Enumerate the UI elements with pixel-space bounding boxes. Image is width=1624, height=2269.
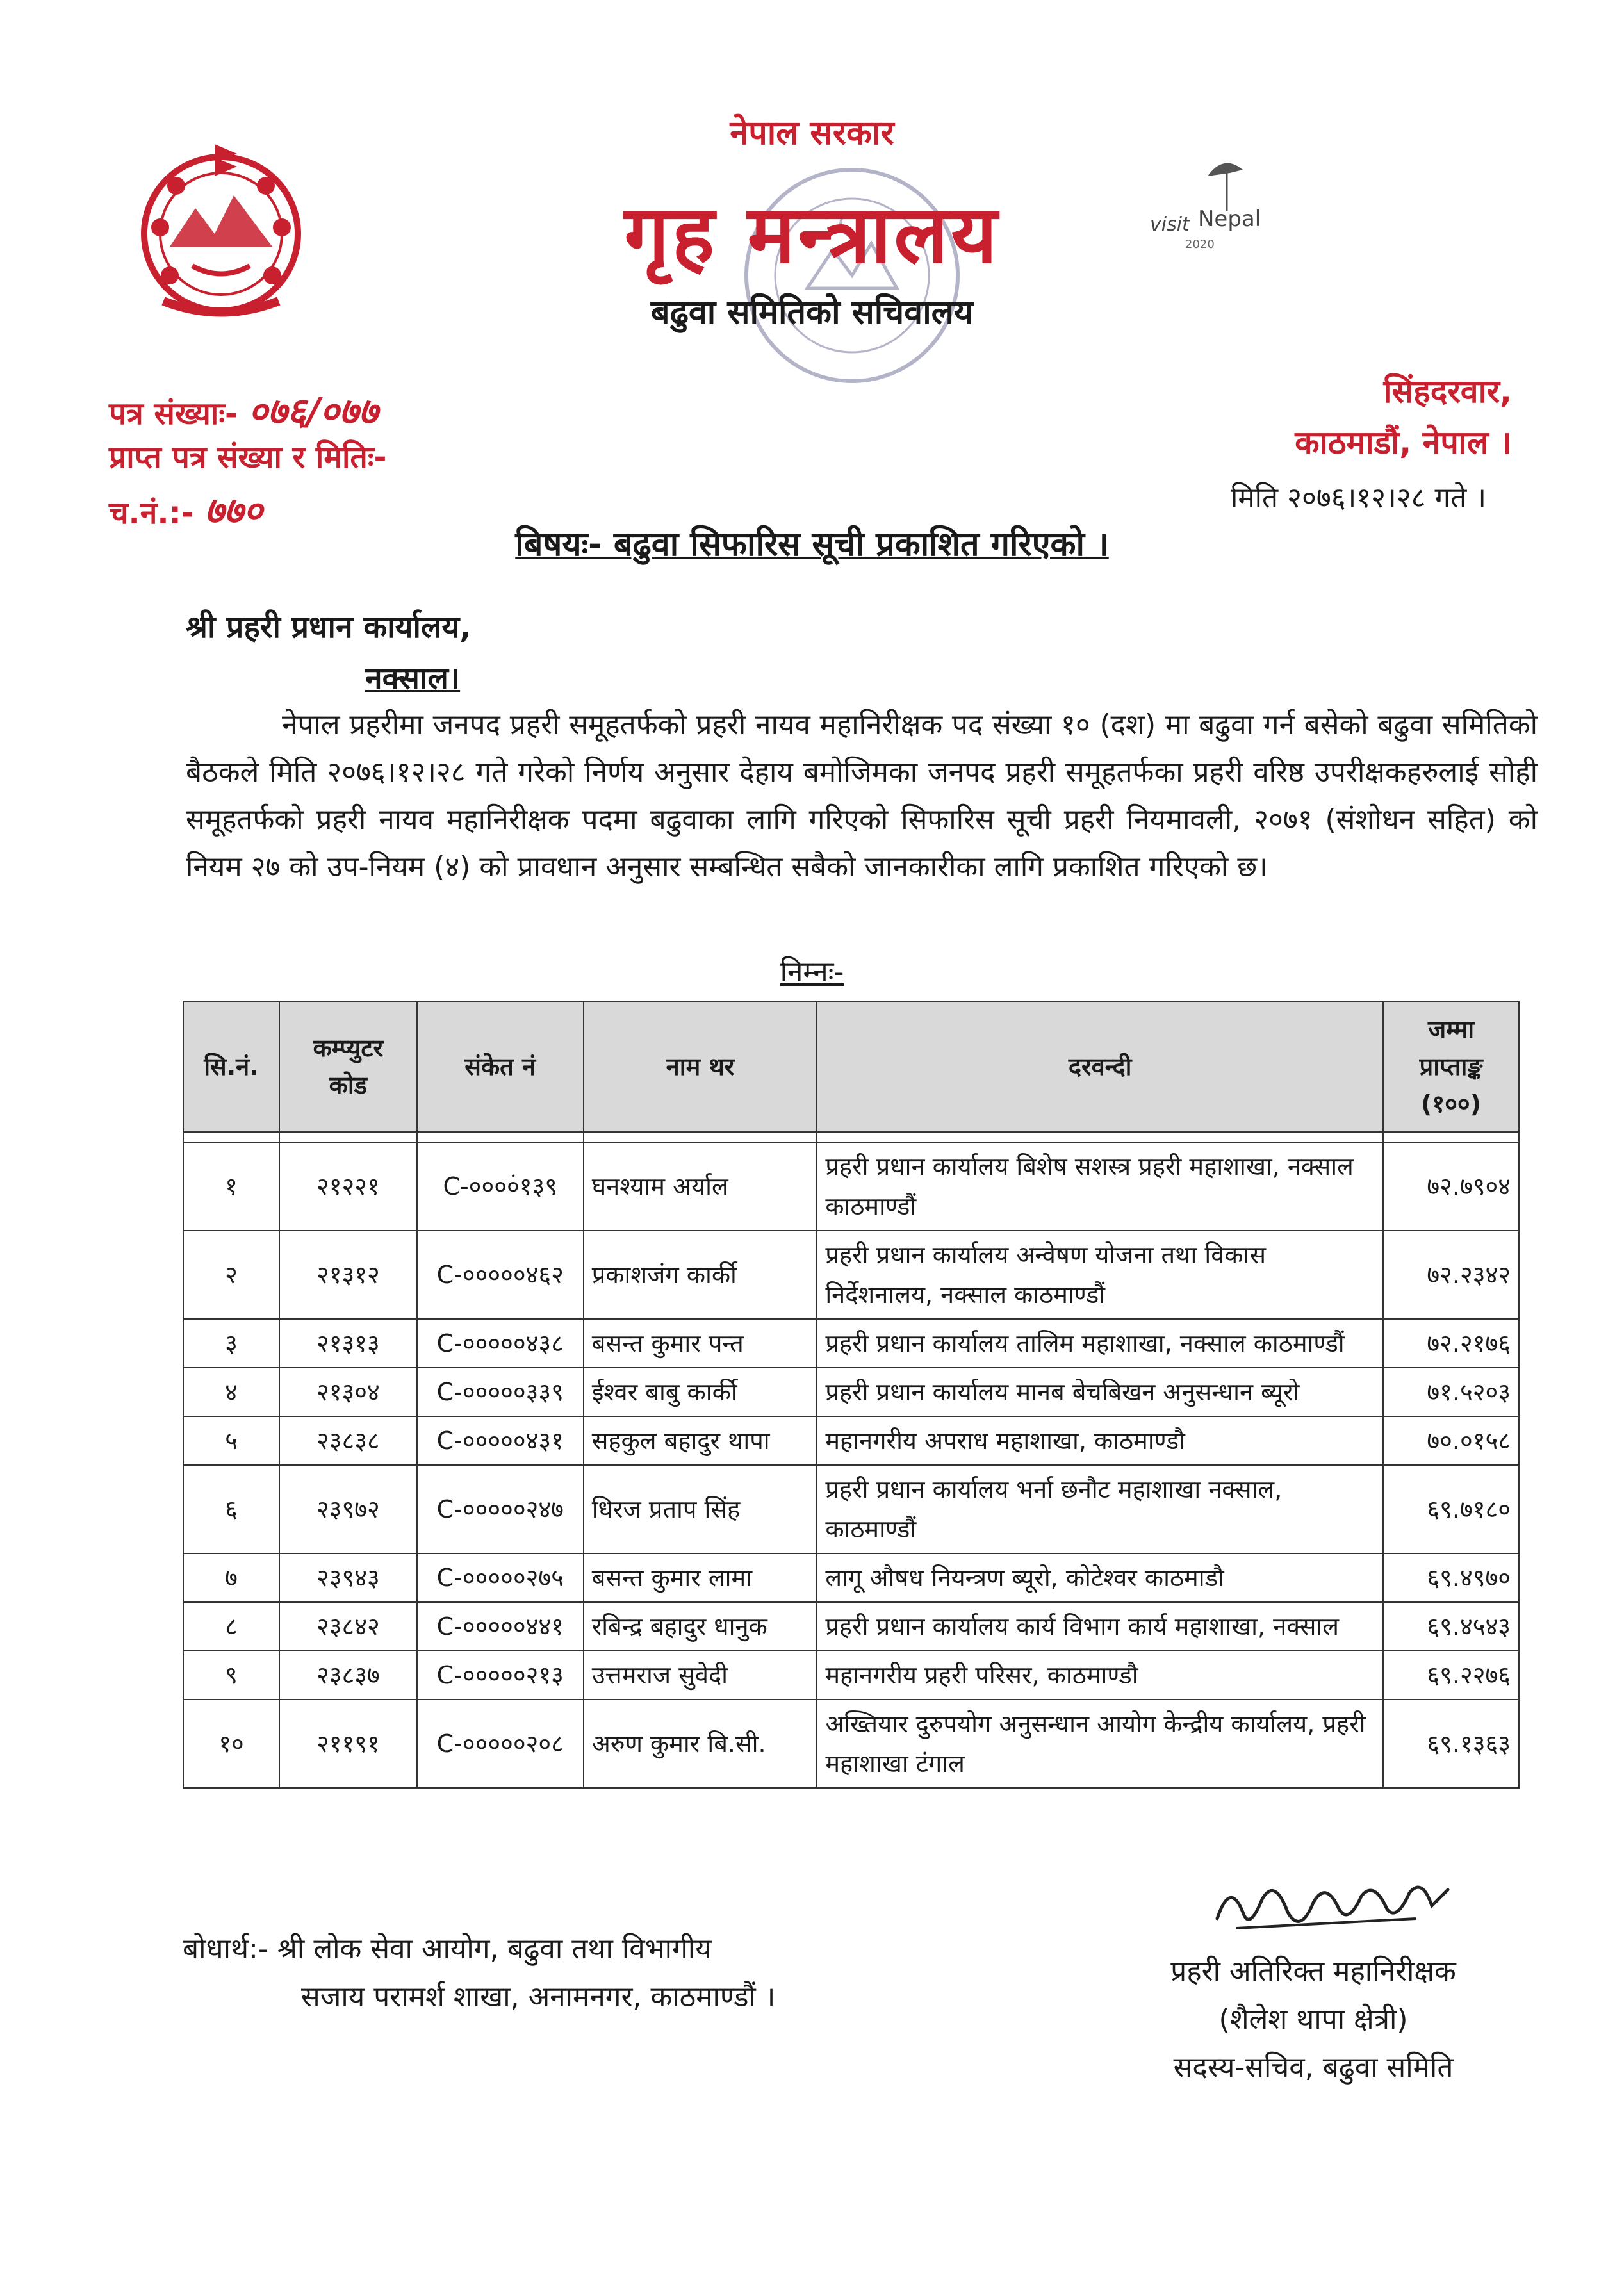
header-computer-code-line1: कम्प्युटर (313, 1034, 384, 1062)
table-row (183, 1602, 1519, 1651)
cell-total-score: ७२.२३४२ (1383, 1231, 1519, 1319)
cell-office: प्रहरी प्रधान कार्यालय मानब बेचबिखन अनुसन्धान ब्यूरो (817, 1368, 1383, 1416)
cell-name: रबिन्द्र बहादुर धानुक (584, 1602, 817, 1651)
cell-total-score: ६९.१३६३ (1383, 1700, 1519, 1788)
recipient-name: श्री प्रहरी प्रधान कार्यालय, (186, 609, 472, 645)
cell-serial: ६ (183, 1465, 279, 1553)
table-body (183, 1132, 1519, 1788)
recipient-location-text: नक्साल। (365, 660, 461, 696)
signatory-role: सदस्य-सचिव, बढुवा समिति (1173, 2051, 1454, 2084)
cell-total-score: ७०.०१५८ (1383, 1416, 1519, 1465)
cell-symbol-number: C-००००ं१३९ (417, 1142, 584, 1231)
cell-serial: ८ (183, 1602, 279, 1651)
spacer-cell (417, 1132, 584, 1142)
spacer-cell (1383, 1132, 1519, 1142)
cell-computer-code: २११९१ (279, 1700, 417, 1788)
header-score-line1: जम्मा (1427, 1015, 1475, 1044)
table-row (183, 1465, 1519, 1553)
spacer-cell (817, 1132, 1383, 1142)
cell-name: उत्तमराज सुवेदी (584, 1651, 817, 1700)
cell-serial: ४ (183, 1368, 279, 1416)
cell-office: प्रहरी प्रधान कार्यालय भर्ना छनौट महाशाखा नक्साल, काठमाण्डौं (817, 1465, 1383, 1553)
header-computer-code (279, 1001, 417, 1132)
cell-symbol-number: C-०००००२७५ (417, 1553, 584, 1602)
cell-computer-code: २३८३८ (279, 1416, 417, 1465)
cell-name: ईश्वर बाबु कार्की (584, 1368, 817, 1416)
cell-name: सहकुल बहादुर थापा (584, 1416, 817, 1465)
table-row (183, 1142, 1519, 1231)
address-line-2: काठमाडौं, नेपाल । (1295, 424, 1512, 461)
table-row (183, 1700, 1519, 1788)
cell-serial: ५ (183, 1416, 279, 1465)
letter-subject-text: बिषयः- बढुवा सिफारिस सूची प्रकाशित गरिएको । (515, 525, 1109, 564)
spacer-cell (584, 1132, 817, 1142)
table-row (183, 1368, 1519, 1416)
svg-text:2020: 2020 (1185, 238, 1215, 251)
cell-serial: ३ (183, 1319, 279, 1368)
cell-name: बसन्त कुमार लामा (584, 1553, 817, 1602)
cell-name: प्रकाशजंग कार्की (584, 1231, 817, 1319)
cell-symbol-number: C-०००००२४७ (417, 1465, 584, 1553)
cell-symbol-number: C-०००००४६२ (417, 1231, 584, 1319)
cell-total-score: ६९.४९७० (1383, 1553, 1519, 1602)
letter-date: मिति २०७६।१२।२८ गते । (1230, 482, 1486, 514)
letter-number (109, 384, 378, 435)
secretariat-title: बढुवा समितिको सचिवालय (650, 293, 974, 332)
cell-symbol-number: C-०००००४३१ (417, 1416, 584, 1465)
table-row (183, 1651, 1519, 1700)
cell-computer-code: २१३०४ (279, 1368, 417, 1416)
signatory-name: (शैलेश थापा क्षेत्री) (1218, 2003, 1408, 2036)
table-row (183, 1319, 1519, 1368)
recommendation-table (183, 1001, 1520, 1789)
letter-number-value: ०७६/०७७ (248, 389, 378, 433)
cell-office: महानगरीय प्रहरी परिसर, काठमाण्डौ (817, 1651, 1383, 1700)
list-intro-text: निम्नः- (780, 956, 844, 988)
cell-serial: १ (183, 1142, 279, 1231)
spacer-cell (183, 1132, 279, 1142)
cell-office: प्रहरी प्रधान कार्यालय बिशेष सशस्त्र प्रहरी महाशाखा, नक्साल काठमाण्डौं (817, 1142, 1383, 1231)
spacer-cell (279, 1132, 417, 1142)
cell-computer-code: २१३१२ (279, 1231, 417, 1319)
list-intro (0, 951, 1624, 990)
table-header-row (183, 1001, 1519, 1132)
cell-computer-code: २३९७२ (279, 1465, 417, 1553)
cell-total-score: ७२.२१७६ (1383, 1319, 1519, 1368)
cell-total-score: ६९.४५४३ (1383, 1602, 1519, 1651)
cell-office: प्रहरी प्रधान कार्यालय कार्य विभाग कार्य महाशाखा, नक्साल (817, 1602, 1383, 1651)
table-spacer-row (183, 1132, 1519, 1142)
header-name: नाम थर (584, 1001, 817, 1132)
letter-subject (0, 520, 1624, 566)
table-row (183, 1416, 1519, 1465)
cell-total-score: ७१.५२०३ (1383, 1368, 1519, 1416)
cell-serial: १० (183, 1700, 279, 1788)
table-row (183, 1553, 1519, 1602)
cell-office: लागू औषध नियन्त्रण ब्यूरो, कोटेश्वर काठमाडौ (817, 1553, 1383, 1602)
header-score-line2: प्राप्ताङ्क (1419, 1053, 1483, 1081)
cell-computer-code: २१३१३ (279, 1319, 417, 1368)
dispatch-number-value: ७७० (204, 489, 263, 532)
cell-symbol-number: C-०००००२०८ (417, 1700, 584, 1788)
cell-name: बसन्त कुमार पन्त (584, 1319, 817, 1368)
letter-body: नेपाल प्रहरीमा जनपद प्रहरी समूहतर्फको प्रहरी नायव महानिरीक्षक पद संख्या १० (दश) मा बढुवा गर्न बसेको बढुवा समितिको बैठकले मिति २०७६।१२।२८ गते गरेको निर्णय अनुसार देहाय बमोजिमका जनपद प्रहरी समूहतर्फका प्रहरी वरिष्ठ उपरीक्षकहरुलाई सोही समूहतर्फको प्रहरी नायव महानिरीक्षक पदमा बढुवाका लागि गरिएको सिफारिस सूची प्रहरी नियमावली, २०७१ (संशोधन सहित) को नियम २७ को उप-नियम (४) को प्रावधान अनुसार सम्बन्धित सबैको जानकारीका लागि प्रकाशित गरिएको छ। (186, 709, 1538, 883)
cell-name: घनश्याम अर्याल (584, 1142, 817, 1231)
cell-office: प्रहरी प्रधान कार्यालय अन्वेषण योजना तथा विकास निर्देशनालय, नक्साल काठमाण्डौं (817, 1231, 1383, 1319)
received-letter-label: प्राप्त पत्र संख्या र मितिः- (109, 439, 387, 475)
signatory-title: प्रहरी अतिरिक्त महानिरीक्षक (1170, 1955, 1456, 1988)
cell-office: अख्तियार दुरुपयोग अनुसन्धान आयोग केन्द्रीय कार्यालय, प्रहरी महाशाखा टंगाल (817, 1700, 1383, 1788)
cell-serial: २ (183, 1231, 279, 1319)
header-computer-code-line2: कोड (329, 1071, 368, 1099)
cell-computer-code: २१२२१ (279, 1142, 417, 1231)
cell-symbol-number: C-०००००३३९ (417, 1368, 584, 1416)
cell-serial: ९ (183, 1651, 279, 1700)
cell-symbol-number: C-०००००२१३ (417, 1651, 584, 1700)
signature-image (1211, 1874, 1454, 1944)
cell-serial: ७ (183, 1553, 279, 1602)
cell-name: धिरज प्रताप सिंह (584, 1465, 817, 1553)
ministry-title: गृह मन्त्रालय (624, 188, 1000, 281)
letter-number-label: पत्र संख्याः- (109, 396, 238, 432)
header-symbol-number: संकेत नं (417, 1001, 584, 1132)
cc-line-2: सजाय परामर्श शाखा, अनामनगर, काठमाण्डौं । (301, 1981, 776, 2013)
cell-total-score: ६९.७१८० (1383, 1465, 1519, 1553)
cell-office: प्रहरी प्रधान कार्यालय तालिम महाशाखा, नक्साल काठमाण्डौं (817, 1319, 1383, 1368)
header-total-score (1383, 1001, 1519, 1132)
svg-text:visit: visit (1150, 213, 1190, 236)
cell-total-score: ७२.७९०४ (1383, 1142, 1519, 1231)
dispatch-number-label: च.नं.:- (109, 495, 194, 531)
cell-name: अरुण कुमार बि.सी. (584, 1700, 817, 1788)
table-row (183, 1231, 1519, 1319)
recipient-location (365, 657, 460, 698)
cc-line-1: बोधार्थ:- श्री लोक सेवा आयोग, बढुवा तथा विभागीय (183, 1933, 712, 1965)
header-serial: सि.नं. (183, 1001, 279, 1132)
svg-text:Nepal: Nepal (1198, 206, 1261, 232)
cell-computer-code: २३८३७ (279, 1651, 417, 1700)
header-office: दरवन्दी (817, 1001, 1383, 1132)
cell-symbol-number: C-०००००४३८ (417, 1319, 584, 1368)
cell-total-score: ६९.२२७६ (1383, 1651, 1519, 1700)
government-name: नेपाल सरकार (730, 114, 894, 152)
address-line-1: सिंहदरवार, (1383, 373, 1512, 410)
cell-computer-code: २३९४३ (279, 1553, 417, 1602)
header-score-line3: (१००) (1421, 1090, 1482, 1118)
cell-symbol-number: C-०००००४४१ (417, 1602, 584, 1651)
cell-office: महानगरीय अपराध महाशाखा, काठमाण्डौ (817, 1416, 1383, 1465)
cell-computer-code: २३८४२ (279, 1602, 417, 1651)
